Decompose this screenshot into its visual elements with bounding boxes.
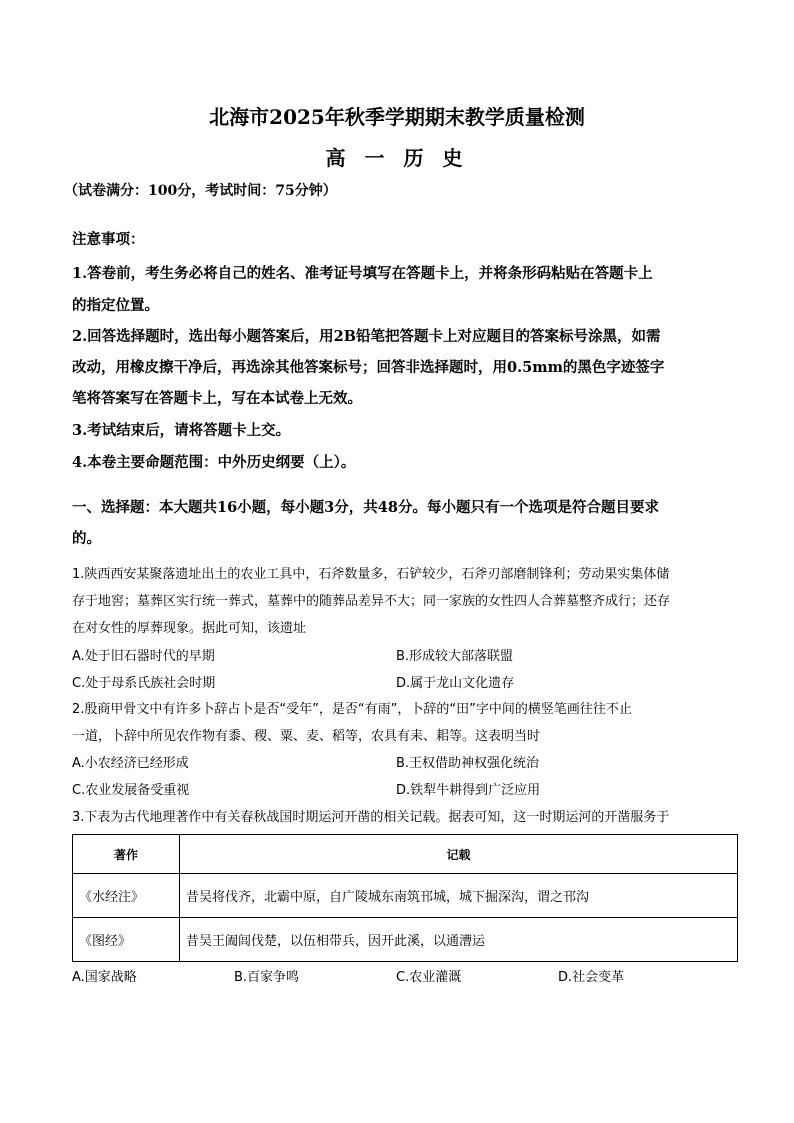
notes-line: 4.本卷主要命题范围：中外历史纲要（上）。 bbox=[72, 454, 356, 471]
question-2-option-b: B.王权借助神权强化统治 bbox=[396, 756, 540, 771]
exam-title: 北海市2025年秋季学期期末教学质量检测 bbox=[209, 105, 585, 129]
question-1-line: 1.陕西西安某聚落遗址出土的农业工具中，石斧数量多，石铲较少，石斧刃部磨制锋利；劳动果实集体储 bbox=[72, 567, 670, 582]
question-3-line: 3.下表为古代地理著作中有关春秋战国时期运河开凿的相关记载。据表可知，这一时期运河的开凿服务于 bbox=[72, 810, 670, 825]
question-1-line: 存于地窖；墓葬区实行统一葬式，墓葬中的随葬品差异不大；同一家族的女性四人合葬墓整齐成行；还存 bbox=[72, 594, 671, 609]
question-2-option-c: C.农业发展备受重视 bbox=[72, 783, 190, 798]
notes-heading: 注意事项： bbox=[72, 231, 145, 248]
question-1-option-a: A.处于旧石器时代的早期 bbox=[72, 649, 215, 664]
table-row bbox=[73, 874, 738, 918]
notes-line: 笔将答案写在答题卡上，写在本试卷上无效。 bbox=[72, 390, 362, 407]
table-cell-record: 昔吴王阖闾伐楚，以伍相带兵，因开此溪，以通漕运 bbox=[180, 918, 738, 962]
table-header-work: 著作 bbox=[73, 835, 180, 874]
exam-subtitle: 高 一 历 史 bbox=[325, 146, 469, 170]
notes-line: 3.考试结束后，请将答题卡上交。 bbox=[72, 422, 291, 439]
section-heading-cont: 的。 bbox=[72, 530, 101, 547]
table-header-row bbox=[73, 835, 738, 874]
notes-line: 2.回答选择题时，选出每小题答案后，用2B铅笔把答题卡上对应题目的答案标号涂黑，如需 bbox=[72, 328, 661, 345]
question-3-option-b: B.百家争鸣 bbox=[234, 970, 300, 985]
question-3-option-c: C.农业灌溉 bbox=[396, 970, 462, 985]
question-1-option-d: D.属于龙山文化遗存 bbox=[396, 676, 515, 691]
question-1-option-c: C.处于母系氏族社会时期 bbox=[72, 676, 216, 691]
question-1-option-b: B.形成较大部落联盟 bbox=[396, 649, 514, 664]
question-3-option-a: A.国家战略 bbox=[72, 970, 137, 985]
notes-line: 改动，用橡皮擦干净后，再选涂其他答案标号；回答非选择题时，用0.5mm的黑色字迹签字 bbox=[72, 359, 665, 376]
section-heading: 一、选择题：本大题共16小题，每小题3分，共48分。每小题只有一个选项是符合题目要求 bbox=[72, 499, 659, 516]
notes-line: 1.答卷前，考生务必将自己的姓名、准考证号填写在答题卡上，并将条形码粘贴在答题卡上 bbox=[72, 265, 653, 282]
table-cell-work: 《水经注》 bbox=[73, 874, 180, 918]
notes-line: 的指定位置。 bbox=[72, 297, 159, 314]
records-table bbox=[72, 834, 738, 962]
question-2-option-d: D.铁犁牛耕得到广泛应用 bbox=[396, 783, 541, 798]
question-2-line: 一道，卜辞中所见农作物有黍、稷、粟、麦、稻等，农具有耒、耜等。这表明当时 bbox=[72, 729, 541, 744]
table-header-record: 记载 bbox=[180, 835, 738, 874]
question-1-line: 在对女性的厚葬现象。据此可知，该遗址 bbox=[72, 621, 307, 636]
exam-info: （试卷满分：100分，考试时间：75分钟） bbox=[64, 183, 337, 199]
question-2-line: 2.殷商甲骨文中有许多卜辞占卜是否“受年”，是否“有雨”，卜辞的“田”字中间的横竖笔画往往不止 bbox=[72, 702, 632, 717]
table-cell-work: 《图经》 bbox=[73, 918, 180, 962]
question-3-option-d: D.社会变革 bbox=[558, 970, 625, 985]
table-row bbox=[73, 918, 738, 962]
question-2-option-a: A.小农经济已经形成 bbox=[72, 756, 189, 771]
table-cell-record: 昔吴将伐齐，北霸中原，自广陵城东南筑邗城，城下掘深沟，谓之邗沟 bbox=[180, 874, 738, 918]
